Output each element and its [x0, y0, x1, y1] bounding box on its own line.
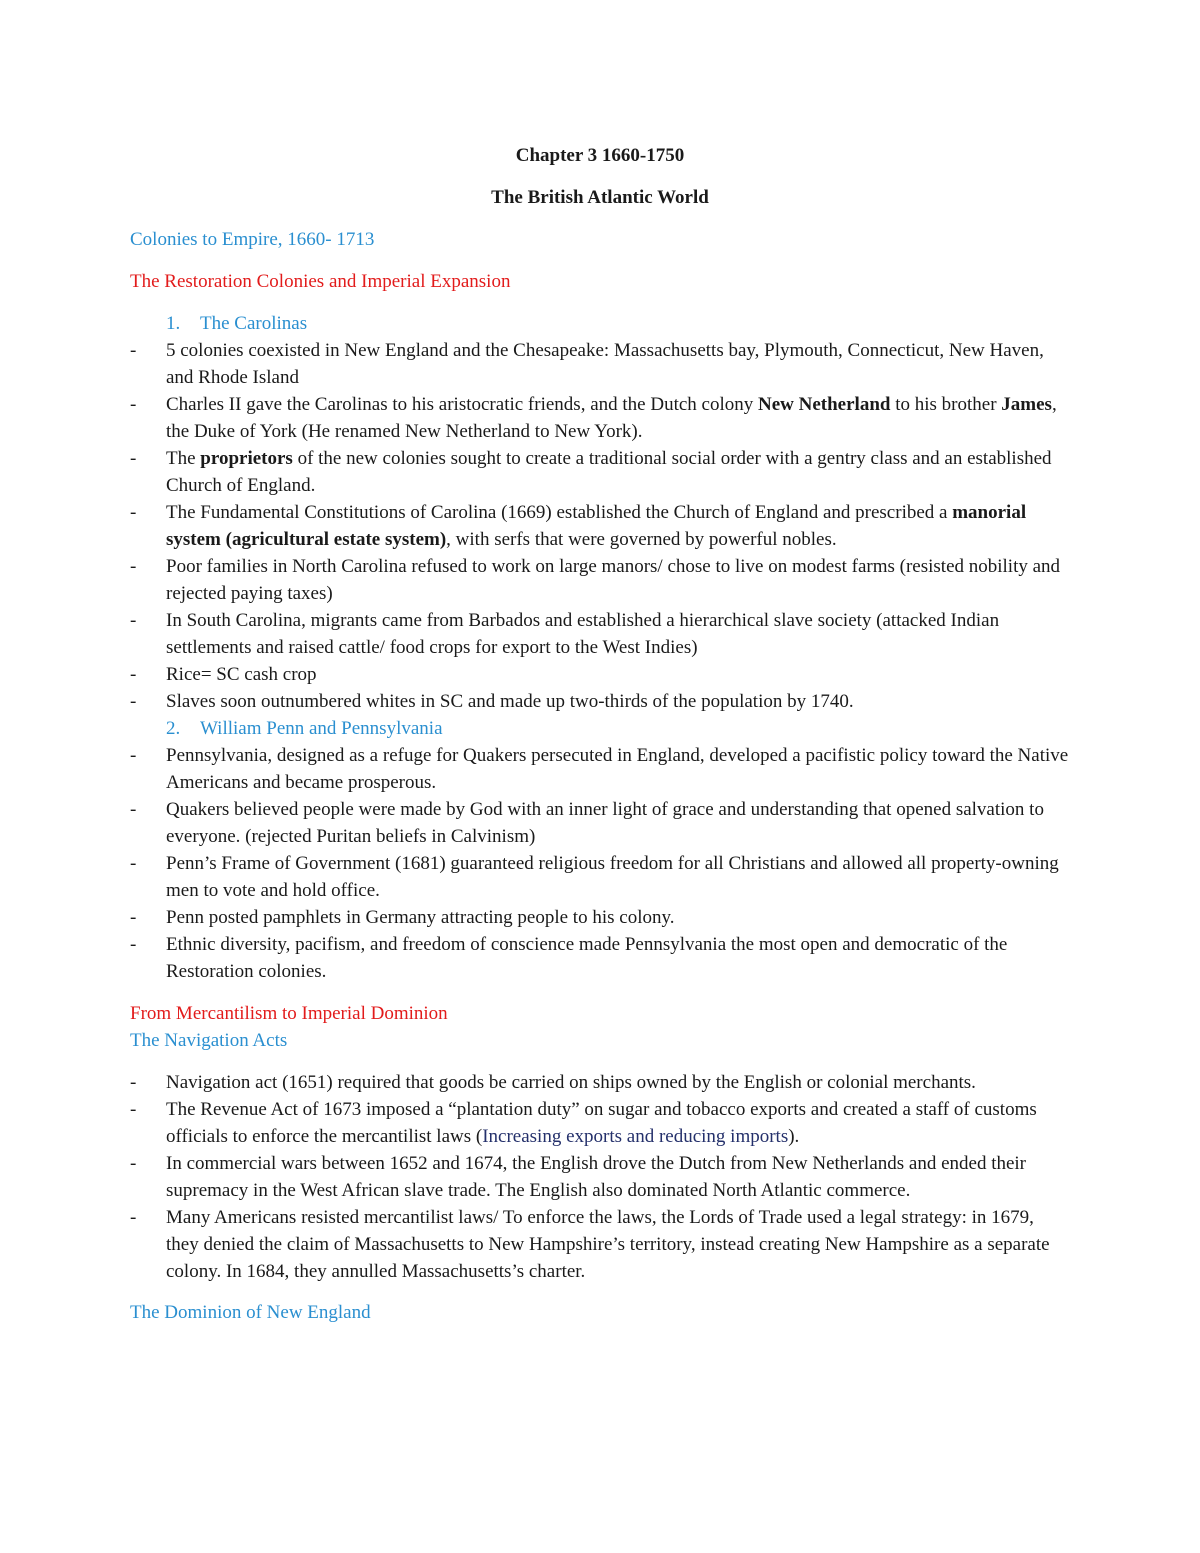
- list-item: - Penn posted pamphlets in Germany attracting people to his colony.: [130, 904, 1070, 931]
- numbered-heading-label: The Carolinas: [200, 313, 308, 334]
- bold-term: manorial system (agricultural estate system): [166, 502, 1027, 550]
- list-item: - Many Americans resisted mercantilist laws/ To enforce the laws, the Lords of Trade used a legal strategy: in 1679, they denied the claim of Massachusetts to New Hampshire’s territory, instead creating New Hampshire as a separate colony. In 1684, they annulled Massachusetts’s charter.: [130, 1204, 1070, 1285]
- list-item: - Navigation act (1651) required that goods be carried on ships owned by the English or colonial merchants.: [130, 1069, 1070, 1096]
- list-item: - Pennsylvania, designed as a refuge for Quakers persecuted in England, developed a pacifistic policy toward the Native Americans and became prosperous.: [130, 742, 1070, 796]
- list-item: - 5 colonies coexisted in New England and the Chesapeake: Massachusetts bay, Plymouth, Connecticut, New Haven, and Rhode Island: [130, 337, 1070, 391]
- numbered-heading-label: William Penn and Pennsylvania: [200, 718, 443, 739]
- list-item: - Penn’s Frame of Government (1681) guaranteed religious freedom for all Christians and allowed all property-owning men to vote and hold office.: [130, 850, 1070, 904]
- numbered-heading-carolinas: [130, 310, 1070, 337]
- list-item: - The proprietors of the new colonies sought to create a traditional social order with a gentry class and an established Church of England.: [130, 445, 1070, 499]
- section-heading-dominion: The Dominion of New England: [130, 1302, 371, 1323]
- list-number: 2.: [166, 718, 181, 739]
- list-item: - Rice= SC cash crop: [130, 661, 1070, 688]
- bold-term: proprietors: [200, 448, 293, 469]
- list-item: - In commercial wars between 1652 and 1674, the English drove the Dutch from New Netherlands and ended their supremacy in the West African slave trade. The English also dominated North Atlantic commerce.: [130, 1150, 1070, 1204]
- document-page: [130, 140, 1070, 1326]
- list-item: - Slaves soon outnumbered whites in SC and made up two-thirds of the population by 1740.: [130, 688, 1070, 715]
- list-number: 1.: [166, 313, 181, 334]
- list-item: - The Revenue Act of 1673 imposed a “plantation duty” on sugar and tobacco exports and created a staff of customs officials to enforce the mercantilist laws (Increasing exports and reducing imports).: [130, 1096, 1070, 1150]
- list-item: - The Fundamental Constitutions of Carolina (1669) established the Church of England and prescribed a manorial system (agricultural estate system), with serfs that were governed by powerful nobles.: [130, 499, 1070, 553]
- carolinas-bullet-list: [130, 337, 1070, 715]
- subheading-restoration-colonies: The Restoration Colonies and Imperial Expansion: [130, 271, 511, 292]
- highlighted-phrase: Increasing exports and reducing imports: [482, 1126, 789, 1147]
- list-item: - Charles II gave the Carolinas to his aristocratic friends, and the Dutch colony New Netherland to his brother James, the Duke of York (He renamed New Netherland to New York).: [130, 391, 1070, 445]
- list-item: - Quakers believed people were made by God with an inner light of grace and understanding that opened salvation to everyone. (rejected Puritan beliefs in Calvinism): [130, 796, 1070, 850]
- list-item: - Poor families in North Carolina refused to work on large manors/ chose to live on modest farms (resisted nobility and rejected paying taxes): [130, 553, 1070, 607]
- section-heading-colonies-to-empire: Colonies to Empire, 1660- 1713: [130, 229, 375, 250]
- list-item: - In South Carolina, migrants came from Barbados and established a hierarchical slave society (attacked Indian settlements and raised cattle/ food crops for export to the West Indies): [130, 607, 1070, 661]
- document-subtitle: The British Atlantic World: [491, 187, 709, 208]
- numbered-heading-penn: [130, 715, 1070, 742]
- document-title: Chapter 3 1660-1750: [515, 145, 685, 166]
- penn-bullet-list: [130, 742, 1070, 985]
- list-item: - Ethnic diversity, pacifism, and freedom of conscience made Pennsylvania the most open and democratic of the Restoration colonies.: [130, 931, 1070, 985]
- bold-term: New Netherland: [758, 394, 891, 415]
- subheading-navigation-acts: The Navigation Acts: [130, 1030, 288, 1051]
- section-heading-mercantilism: From Mercantilism to Imperial Dominion: [130, 1003, 448, 1024]
- bold-term: James: [1001, 394, 1052, 415]
- navigation-bullet-list: [130, 1069, 1070, 1285]
